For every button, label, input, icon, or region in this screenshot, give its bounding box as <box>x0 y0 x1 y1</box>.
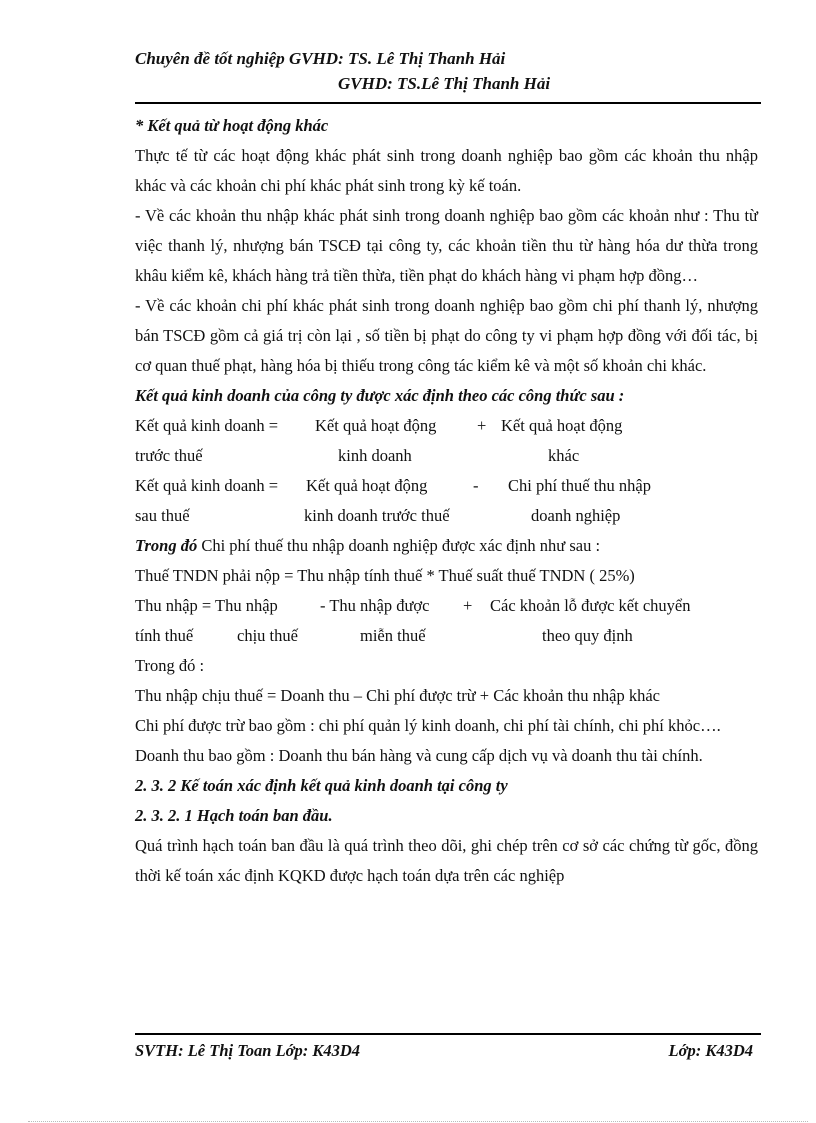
heading-formula: Kết quả kinh doanh của công ty được xác định theo các công thức sau : <box>135 386 625 405</box>
formula-term: kinh doanh <box>338 446 412 465</box>
formula-aftertax-line1 <box>135 471 758 501</box>
paragraph-other-income: - Về các khoản thu nhập khác phát sinh trong doanh nghiệp bao gồm các khoản như : Thu từ việc thanh lý, nhượng bán TSCĐ tại công ty, các khoản tiền thu từ hàng hóa dư thừa trong khâu kiểm kê, khách hàng trả tiền thừa, tiền phạt do khách hàng vi phạm hợp đồng… <box>135 206 758 285</box>
page-footer <box>135 1033 761 1060</box>
formula-pretax-line2 <box>135 441 758 471</box>
formula-term: sau thuế <box>135 506 190 525</box>
section-heading-2-3-2-1: 2. 3. 2. 1 Hạch toán ban đầu. <box>135 806 333 825</box>
footer-class: Lớp: K43D4 <box>668 1041 753 1060</box>
formula-term: doanh nghiệp <box>531 506 621 525</box>
formula-term: kinh doanh trước thuế <box>304 506 450 525</box>
formula-term: Kết quả hoạt động <box>315 416 437 435</box>
formula-term: Các khoản lỗ được kết chuyển <box>490 596 691 615</box>
in-which-text: Chi phí thuế thu nhập doanh nghiệp được xác định như sau : <box>197 536 601 555</box>
tax-formula: Thuế TNDN phải nộp = Thu nhập tính thuế * Thuế suất thuế TNDN ( 25%) <box>135 566 635 585</box>
taxable-income-formula: Thu nhập chịu thuế = Doanh thu – Chi phí được trừ + Các khoản thu nhập khác <box>135 686 660 705</box>
revenue-definition: Doanh thu bao gồm : Doanh thu bán hàng và cung cấp dịch vụ và doanh thu tài chính. <box>135 746 703 765</box>
formula-term: chịu thuế <box>237 626 298 645</box>
paragraph-initial-accounting: Quá trình hạch toán ban đầu là quá trình theo dõi, ghi chép trên cơ sở các chứng từ gốc, đồng thời kế toán xác định KQKD được hạch toán dựa trên các nghiệp <box>135 836 758 885</box>
formula-taxable-line1 <box>135 591 758 621</box>
formula-operator: + <box>463 596 473 615</box>
formula-term: theo quy định <box>542 626 633 645</box>
formula-term: Kết quả kinh doanh = <box>135 416 279 435</box>
formula-term: miễn thuế <box>360 626 426 645</box>
footer-student: SVTH: Lê Thị Toan Lớp: K43D4 <box>135 1041 361 1060</box>
formula-term: trước thuế <box>135 446 203 465</box>
header-title: Chuyên đề tốt nghiệp GVHD: TS. Lê Thị Thanh Hải <box>135 49 506 68</box>
formula-taxable-line2 <box>135 621 758 651</box>
section-heading-2-3-2: 2. 3. 2 Kế toán xác định kết quả kinh doanh tại công ty <box>135 776 508 795</box>
formula-term: Kết quả kinh doanh = <box>135 476 279 495</box>
formula-term: - Thu nhập được <box>320 596 430 615</box>
formula-term: Kết quả hoạt động <box>501 416 623 435</box>
formula-pretax-line1 <box>135 411 758 441</box>
paragraph-other-activities: Thực tế từ các hoạt động khác phát sinh trong doanh nghiệp bao gồm các khoản thu nhập khác và các khoản chi phí khác phát sinh trong kỳ kế toán. <box>135 146 758 195</box>
paragraph-other-expenses: - Về các khoản chi phí khác phát sinh trong doanh nghiệp bao gồm chi phí thanh lý, nhượng bán TSCĐ gồm cả giá trị còn lại , số tiền bị phạt do công ty vi phạm hợp đồng với đối tác, bị cơ quan thuế phạt, hàng hóa bị thiếu trong công tác kiểm kê và một số khoản chi khác. <box>135 296 758 375</box>
in-which-2: Trong đó : <box>135 656 205 675</box>
heading-other-results: * Kết quả từ hoạt động khác <box>135 116 329 135</box>
formula-operator: - <box>473 476 479 495</box>
deductible-expenses: Chi phí được trừ bao gồm : chi phí quản lý kinh doanh, chi phí tài chính, chi phí khỏc…. <box>135 716 721 735</box>
page-header <box>135 47 761 104</box>
in-which-label: Trong đó <box>135 536 198 555</box>
document-body <box>135 111 758 891</box>
formula-operator: + <box>477 416 487 435</box>
formula-term: Thu nhập = Thu nhập <box>135 596 278 615</box>
formula-term: Kết quả hoạt động <box>306 476 428 495</box>
formula-aftertax-line2 <box>135 501 758 531</box>
formula-term: tính thuế <box>135 626 194 645</box>
formula-term: khác <box>548 446 580 465</box>
formula-term: Chi phí thuế thu nhập <box>508 476 651 495</box>
page-edge-divider <box>28 1121 808 1122</box>
paragraph-in-which <box>135 531 758 561</box>
header-supervisor: GVHD: TS.Lê Thị Thanh Hải <box>338 74 551 93</box>
